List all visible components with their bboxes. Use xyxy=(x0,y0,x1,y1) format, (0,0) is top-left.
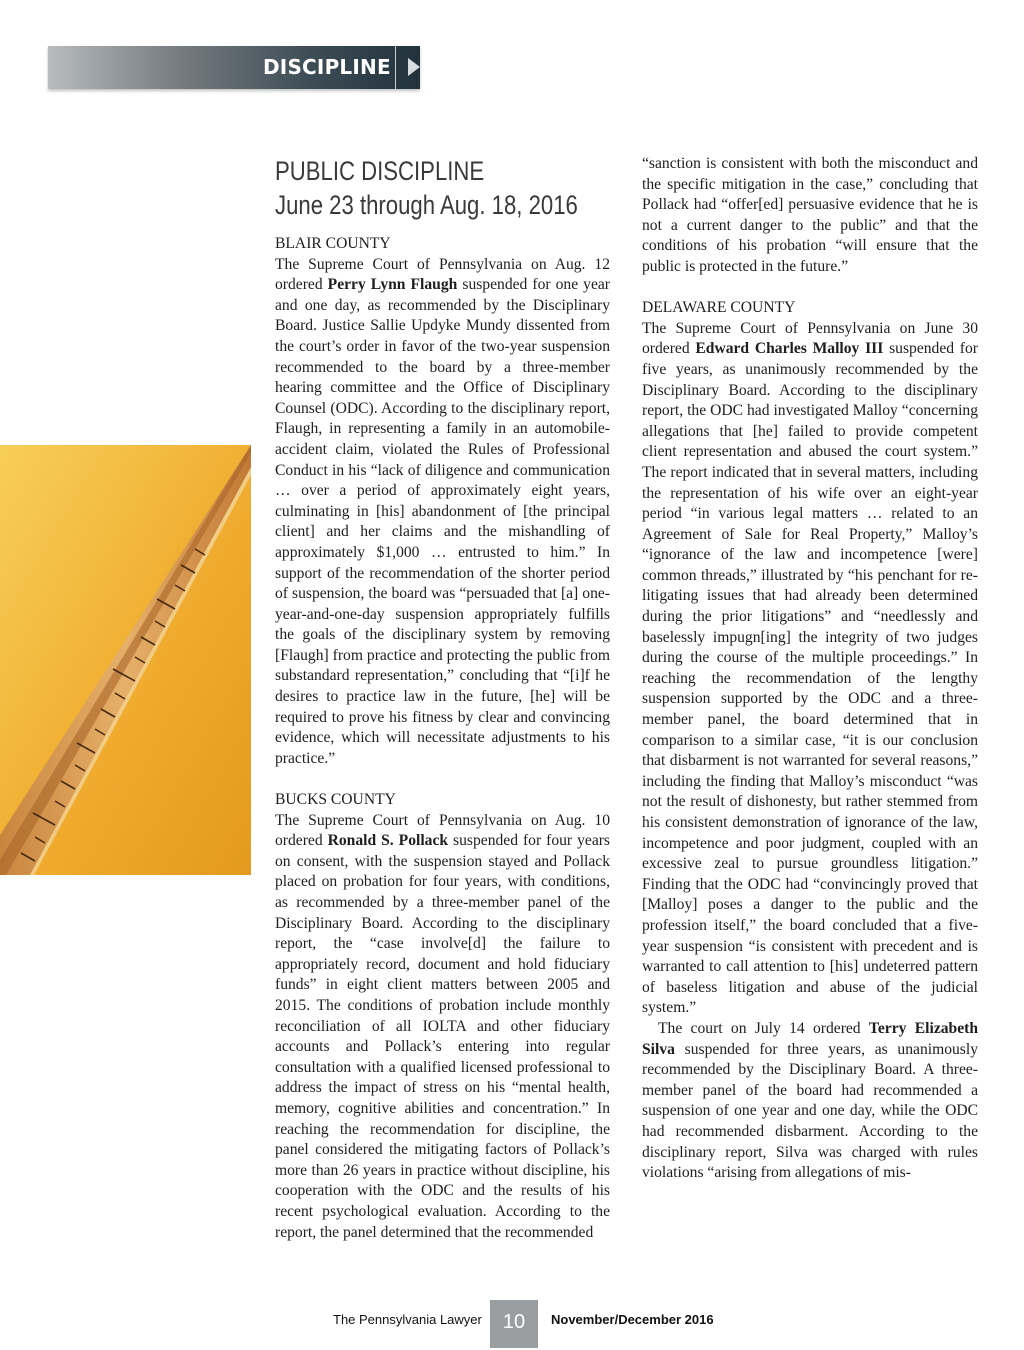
left-column xyxy=(275,154,610,1243)
delaware-paragraph-1: The Supreme Court of Pennsylvania on June 30 ordered Edward Charles Malloy III suspended for five years, as unanimously recommended by the Disciplinary Board. According to the disciplinary report, the ODC had investigated Malloy “concerning allegations that [he] failed to provide competent client representation and abused the court system.” The report indicated that in several matters, including the representation of his wife over an eight-year period “in various legal matters … related to an Agreement of Sale for Real Property,” Malloy’s “ignorance of the law and incompetence [were] common threads,” illustrated by “his penchant for re-litigating issues that had already been determined during the prior litigations” and “needlessly and baselessly impugn[ing] the integrity of two judges during the course of the multiple proceedings.” In reaching the recommendation of the lengthy suspension supported by the ODC and a three-member panel, the board determined that in comparison to a similar case, “it is our conclusion that disbarment is not warranted for several reasons,” including the finding that Malloy’s misconduct “was not the result of dishonesty, but rather stemmed from his consistent demonstration of ignorance of the law, incompetence and poor judgment, coupled with an excessive zeal to pursue groundless litigation.” Finding that the ODC had “convincingly proved that [Malloy] poses a danger to the public and the profession itself,” the board concluded that a five-year suspension “is consistent with precedent and is warranted to call attention to [his] undeterred pattern of baseless litigation and abuse of the judicial system.” xyxy=(642,319,978,1017)
right-column xyxy=(642,154,978,1184)
ruler-image xyxy=(0,445,251,875)
respondent-name: Terry Elizabeth Silva xyxy=(642,1019,978,1058)
delaware-paragraph-2: The court on July 14 ordered Terry Elizabeth Silva suspended for three years, as unanimously recommended by the Disciplinary Board. A three-member panel of the board had recommended a suspension of one year and one day, while the ODC had recommended disbarment. According to the disciplinary report, Silva was charged with rules violations “arising from allegations of mis- xyxy=(642,1019,978,1182)
date-range: June 23 through Aug. 18, 2016 xyxy=(275,190,578,220)
respondent-name: Ronald S. Pollack xyxy=(327,832,449,850)
ruler-photo xyxy=(0,445,251,875)
issue-date: November/December 2016 xyxy=(551,1312,714,1327)
respondent-name: Perry Lynn Flaugh xyxy=(327,276,458,294)
page-number: 10 xyxy=(490,1300,538,1348)
blair-paragraph: The Supreme Court of Pennsylvania on Aug. 12 ordered Perry Lynn Flaugh suspended for one year and one day, as recommended by the Disciplinary Board. Justice Sallie Updyke Mundy dissented from the court’s order in favor of the two-year suspension recommended to the board by a three-member hearing committee and the Office of Disciplinary Counsel (ODC). According to the disciplinary report, Flaugh, in representing a family in an automobile-accident claim, violated the Rules of Professional Conduct in his “lack of diligence and communication … over a period of approximately eight years, culminating in [his] abandonment of [the principal client] and her claims and the mishandling of approximately $1,000 … entrusted to him.” In support of the recommendation of the shorter period of suspension, the board was “persuaded that [a] one-year-and-one-day suspension appropriately fulfills the goals of the disciplinary system by removing [Flaugh] from practice and protecting the public from substandard representation,” concluding that “[i]f he desires to practice law in the future, [he] will be required to prove his fitness by clear and convincing evidence, which will necessitate adjustments to his practice.” xyxy=(275,255,610,767)
play-arrow-icon xyxy=(404,56,424,78)
section-heading-delaware: DELAWARE COUNTY xyxy=(642,299,796,317)
publication-name: The Pennsylvania Lawyer xyxy=(333,1312,482,1327)
page-footer xyxy=(0,1300,1024,1350)
banner-label: DISCIPLINE xyxy=(263,55,391,79)
bucks-paragraph: The Supreme Court of Pennsylvania on Aug. 10 ordered Ronald S. Pollack suspended for four years on consent, with the suspension stayed and Pollack placed on probation for four years, with conditions, as recommended by a three-member panel of the Disciplinary Board. According to the disciplinary report, the “case involve[d] the failure to appropriately record, document and hold fiduciary funds” in eight client matters between 2005 and 2015. The conditions of probation include monthly reconciliation of all IOLTA and other fiduciary accounts and Pollack’s entering into regular consultation with a qualified licensed professional to address the impact of stress on his “mental health, memory, cognitive abilities and concentration.” In reaching the recommendation for discipline, the panel considered the mitigating factors of Pollack’s more than 26 years in practice without discipline, his cooperation with the ODC and the results of his recent psychological evaluation. According to the report, the panel determined that the recommended xyxy=(275,811,611,1241)
section-heading-bucks: BUCKS COUNTY xyxy=(275,791,396,809)
respondent-name: Edward Charles Malloy III xyxy=(695,340,884,358)
section-heading-blair: BLAIR COUNTY xyxy=(275,235,391,252)
bucks-paragraph-continued: “sanction is consistent with both the misconduct and the specific mitigation in the case,” concluding that Pollack had “offer[ed] persuasive evidence that he is not a current danger to the public” and that the conditions of his probation “will ensure that the public is protected in the future.” xyxy=(642,155,978,275)
banner-divider xyxy=(395,46,396,89)
page-title: PUBLIC DISCIPLINE xyxy=(275,156,485,186)
section-banner xyxy=(48,46,420,89)
